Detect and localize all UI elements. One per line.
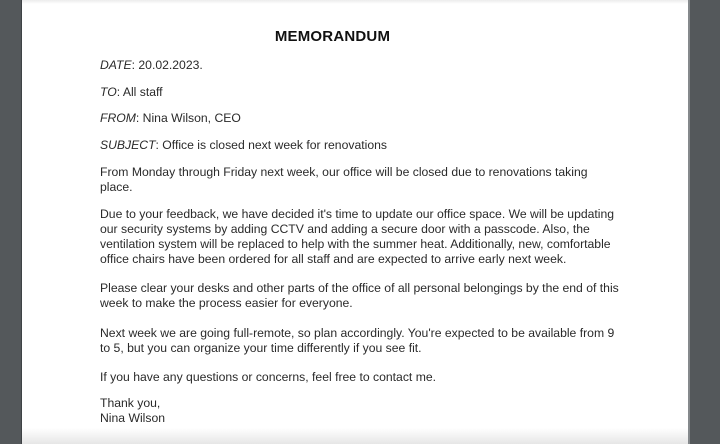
paragraph-remote-work bbox=[100, 326, 655, 356]
date-label: DATE bbox=[100, 58, 132, 72]
from-label: FROM bbox=[100, 111, 136, 125]
date-field bbox=[100, 58, 203, 73]
paragraph-line: our security systems by adding CCTV and adding a secure door with a passcode. Also, the bbox=[100, 222, 590, 236]
paragraph-line: Please clear your desks and other parts of the office of all personal belongings by the end of this bbox=[100, 281, 619, 295]
paragraph-line: Next week we are going full-remote, so plan accordingly. You're expected to be available from 9 bbox=[100, 326, 615, 340]
paragraph-contact bbox=[100, 370, 655, 385]
subject-field bbox=[100, 138, 387, 153]
date-value: : 20.02.2023. bbox=[131, 58, 203, 72]
paragraph-line: ventilation system will be replaced to help with the summer heat. Additionally, new, comfortable bbox=[100, 237, 611, 251]
to-field bbox=[100, 85, 163, 100]
paragraph-renovation-details bbox=[100, 207, 655, 267]
paragraph-line: From Monday through Friday next week, our office will be closed due to renovations taking bbox=[100, 165, 588, 179]
paragraph-closure-notice bbox=[100, 165, 655, 195]
viewer-right-gutter bbox=[688, 0, 720, 444]
viewer-left-gutter bbox=[0, 0, 22, 444]
paragraph-line: to 5, but you can organize your time differently if you see fit. bbox=[100, 341, 422, 355]
paragraph-line: office chairs have been ordered for all staff and are expected to arrive early next week. bbox=[100, 252, 567, 266]
subject-label: SUBJECT bbox=[100, 138, 156, 152]
paragraph-line: place. bbox=[100, 180, 133, 194]
paragraph-line: If you have any questions or concerns, feel free to contact me. bbox=[100, 370, 437, 384]
paragraph-line: Due to your feedback, we have decided it's time to update our office space. We will be updating bbox=[100, 207, 615, 221]
from-value: : Nina Wilson, CEO bbox=[135, 111, 241, 125]
to-label: TO bbox=[100, 85, 117, 99]
paragraph-line: week to make the process easier for everyone. bbox=[100, 296, 353, 310]
paragraph-clear-desks bbox=[100, 281, 655, 311]
signatory-name: Nina Wilson bbox=[100, 411, 166, 425]
to-value: : All staff bbox=[116, 85, 163, 99]
subject-value: : Office is closed next week for renovations bbox=[155, 138, 387, 152]
memo-title: MEMORANDUM bbox=[274, 28, 391, 45]
document-page bbox=[22, 0, 689, 444]
sign-off: Thank you, bbox=[100, 396, 161, 410]
signature-block bbox=[100, 396, 655, 426]
from-field bbox=[100, 111, 241, 126]
